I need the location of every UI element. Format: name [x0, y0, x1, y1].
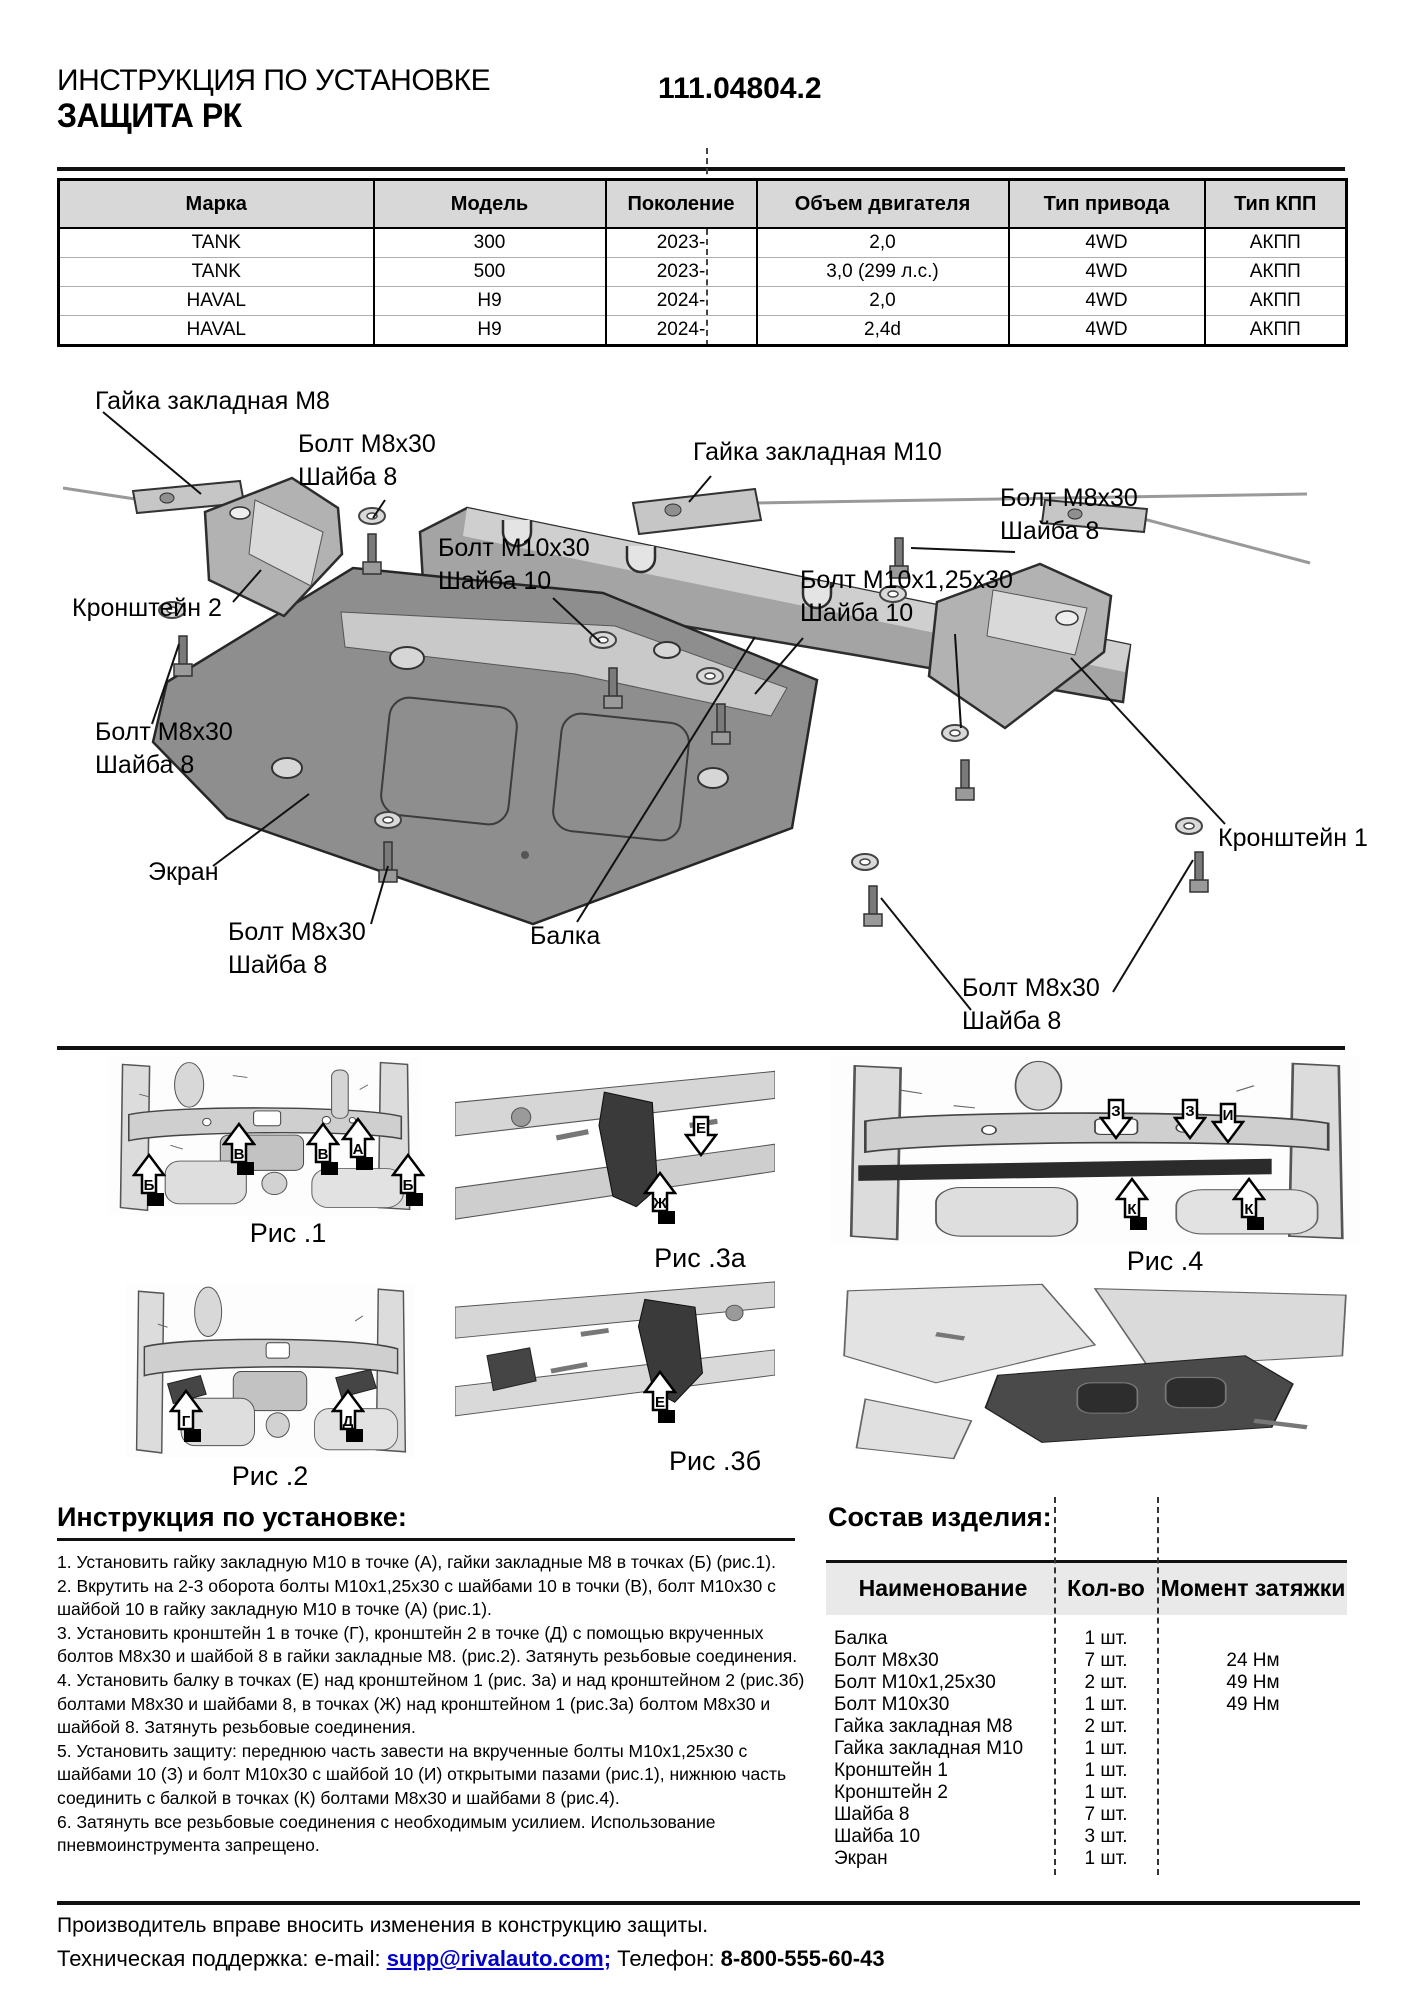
arrow-up-icon — [643, 1171, 677, 1225]
parts-row — [826, 1760, 1347, 1782]
vehicle-column-header: Объем двигателя — [757, 180, 1009, 229]
callout-line: Кронштейн 1 — [1218, 824, 1368, 852]
svg-text:З: З — [1111, 1103, 1121, 1121]
svg-text:К: К — [1244, 1200, 1254, 1218]
figure-bottom-right-markers — [830, 1280, 1360, 1464]
parts-title: Состав изделия: — [828, 1502, 1052, 1532]
parts-row — [826, 1628, 1347, 1650]
part-qty: 2 шт. — [1084, 1672, 1128, 1693]
callout-bolt-m8-bottom-left — [228, 916, 366, 982]
instruction-step: 1. Установить гайку закладную М10 в точке (А), гайки закладные М8 в точках (Б) (рис.1). — [57, 1552, 776, 1572]
parts-row — [826, 1848, 1347, 1870]
vehicle-cell: 300 — [374, 228, 606, 258]
vehicle-column-header: Тип привода — [1009, 180, 1205, 229]
figure-4 — [830, 1057, 1360, 1276]
part-name: Гайка закладная М10 — [834, 1738, 1024, 1759]
callout-line: Болт М8х30 — [95, 718, 233, 746]
arrow-up-icon — [1115, 1177, 1149, 1231]
figure-1-markers — [108, 1057, 420, 1215]
callout-line: Болт М10х30 — [438, 534, 590, 562]
figure-2-label: Рис .2 — [231, 1461, 309, 1491]
vehicle-cell: TANK — [59, 258, 374, 287]
svg-text:Д: Д — [342, 1413, 354, 1430]
callout-nut-m8-top — [95, 385, 330, 418]
vehicle-cell: H9 — [374, 287, 606, 316]
arrow-up-icon — [1232, 1177, 1266, 1231]
vehicle-table — [57, 178, 1348, 347]
arrow-up-icon — [306, 1122, 340, 1176]
callout-line: Шайба 10 — [800, 599, 914, 627]
vehicle-cell: HAVAL — [59, 287, 374, 316]
support-phone: 8-800-555-60-43 — [720, 1946, 885, 1971]
figure-1 — [108, 1057, 420, 1248]
figure-marker-И — [1211, 1090, 1245, 1144]
arrow-up-icon — [331, 1389, 365, 1443]
support-label: Техническая поддержка: e-mail: — [57, 1946, 387, 1971]
part-qty: 2 шт. — [1084, 1716, 1128, 1737]
instructions-title-underline — [57, 1538, 795, 1541]
callout-line: Шайба 8 — [228, 951, 328, 979]
callout-line: Кронштейн 2 — [72, 594, 222, 622]
parts-table-header — [826, 1563, 1347, 1615]
part-qty: 3 шт. — [1084, 1826, 1128, 1847]
svg-text:Ж: Ж — [653, 1194, 667, 1212]
vehicle-cell: АКПП — [1205, 258, 1347, 287]
figure-marker-Д — [331, 1389, 365, 1443]
part-name: Болт М8х30 — [834, 1650, 939, 1671]
svg-text:З: З — [1185, 1103, 1196, 1121]
instruction-step: 6. Затянуть все резьбовые соединения с необходимым усилием. Использование пневмоинструмента запрещено. — [57, 1811, 716, 1856]
figure-3a — [455, 1063, 775, 1273]
vehicle-cell: 2,0 — [757, 287, 1009, 316]
parts-row — [826, 1694, 1347, 1716]
callout-line: Балка — [530, 922, 601, 950]
arrow-down-icon — [684, 1103, 718, 1157]
figure-4-markers — [830, 1057, 1360, 1245]
doc-type-title: ИНСТРУКЦИЯ ПО УСТАНОВКЕ — [57, 64, 491, 97]
vehicle-cell: 2024- — [606, 316, 757, 346]
callout-line: Болт М8х30 — [1000, 484, 1138, 512]
arrow-down-icon — [1211, 1090, 1245, 1144]
support-email-suffix: ; — [603, 1946, 612, 1971]
svg-text:И: И — [1222, 1107, 1233, 1125]
vehicle-cell: TANK — [59, 228, 374, 258]
parts-rows — [826, 1628, 1347, 1870]
callout-line: Гайка закладная М8 — [95, 387, 330, 415]
figure-marker-З — [1173, 1086, 1207, 1140]
part-torque: 24 Нм — [1226, 1650, 1280, 1671]
figure-marker-Е — [684, 1103, 718, 1157]
part-number: 111.04804.2 — [658, 72, 822, 105]
svg-text:К: К — [1127, 1200, 1137, 1218]
callout-line: Болт М8х30 — [228, 918, 366, 946]
part-name: Кронштейн 1 — [834, 1760, 948, 1781]
figure-marker-Б — [132, 1153, 166, 1207]
part-qty: 7 шт. — [1084, 1804, 1128, 1825]
vehicle-cell: АКПП — [1205, 228, 1347, 258]
part-torque: 49 Нм — [1226, 1694, 1280, 1715]
part-name: Гайка закладная М8 — [834, 1716, 1013, 1737]
callout-bolt-m8-left — [95, 716, 233, 782]
vehicle-column-header: Модель — [374, 180, 606, 229]
figure-marker-В — [306, 1122, 340, 1176]
vehicle-cell: 4WD — [1009, 287, 1205, 316]
vehicle-cell: 2,0 — [757, 228, 1009, 258]
figure-3a-markers — [455, 1063, 775, 1240]
parts-row — [826, 1650, 1347, 1672]
vehicle-column-header: Поколение — [606, 180, 757, 229]
parts-header-qty: Кол-во — [1067, 1575, 1145, 1601]
figure-4-label: Рис .4 — [1126, 1246, 1204, 1276]
vehicle-cell: АКПП — [1205, 287, 1347, 316]
callout-bracket-2 — [72, 592, 222, 625]
arrow-down-icon — [1173, 1086, 1207, 1140]
figure-3a-label: Рис .3а — [654, 1243, 746, 1273]
part-name: Кронштейн 2 — [834, 1782, 948, 1803]
arrow-up-icon — [391, 1153, 425, 1207]
footer-divider — [57, 1901, 1360, 1905]
phone-label: Телефон: — [611, 1946, 721, 1971]
top-divider — [57, 167, 1345, 171]
callout-line: Болт М8х30 — [962, 974, 1100, 1002]
figure-bottom-right — [830, 1280, 1360, 1464]
figure-marker-Г — [169, 1389, 203, 1443]
arrow-up-icon — [132, 1153, 166, 1207]
svg-text:Е: Е — [696, 1120, 707, 1138]
vehicle-column-header: Марка — [59, 180, 374, 229]
callout-bolt-m8-right — [1000, 482, 1138, 548]
figure-marker-К — [1232, 1177, 1266, 1231]
arrow-down-icon — [1099, 1086, 1133, 1140]
instruction-step: 2. Вкрутить на 2-3 оборота болты М10х1,25х30 с шайбами 10 в точки (В), болт М10х30 с шайбой 10 в гайку закладную М10 в точке (А) (рис.1). — [57, 1575, 776, 1620]
part-qty: 7 шт. — [1084, 1650, 1128, 1671]
svg-text:Б: Б — [402, 1177, 413, 1195]
figures-divider — [57, 1046, 1345, 1050]
part-qty: 1 шт. — [1084, 1694, 1128, 1715]
footer-disclaimer: Производитель вправе вносить изменения в конструкцию защиты. — [57, 1914, 709, 1937]
callout-bolt-m8-bottom-right — [962, 972, 1100, 1038]
part-name: Экран — [834, 1848, 888, 1869]
figure-1-label: Рис .1 — [249, 1218, 327, 1248]
arrow-up-icon — [341, 1117, 375, 1171]
part-name: Болт М10х30 — [834, 1694, 950, 1715]
parts-row — [826, 1672, 1347, 1694]
vehicle-row — [59, 228, 1347, 258]
vehicle-table-header-row — [59, 180, 1347, 229]
callout-nut-m10 — [693, 436, 942, 469]
figure-marker-В — [222, 1122, 256, 1176]
vehicle-cell: 2023- — [606, 228, 757, 258]
product-title: ЗАЩИТА РК — [57, 97, 242, 135]
figure-marker-Ж — [643, 1171, 677, 1225]
parts-header-torque: Момент затяжки — [1160, 1575, 1346, 1601]
vehicle-cell: H9 — [374, 316, 606, 346]
svg-text:В: В — [233, 1145, 245, 1163]
callout-bracket-1 — [1218, 822, 1368, 855]
parts-row — [826, 1826, 1347, 1848]
vehicle-row — [59, 258, 1347, 287]
part-name: Болт М10х1,25х30 — [834, 1672, 996, 1693]
figure-2-markers — [125, 1283, 415, 1458]
vehicle-cell: 4WD — [1009, 316, 1205, 346]
part-qty: 1 шт. — [1084, 1738, 1128, 1759]
part-torque: 49 Нм — [1226, 1672, 1280, 1693]
parts-header-name: Наименование — [858, 1575, 1028, 1601]
callout-line: Шайба 8 — [298, 463, 398, 491]
instruction-step: 5. Установить защиту: переднюю часть завести на вкрученные болты М10х1,25х30 с шайбами 10 (З) и болт М10х30 с шайбой 10 (И) открытыми пазами (рис.1), нижнюю часть соединить с балкой в точках (К) болтами М8х30 и шайбами 8 (рис.4). — [57, 1740, 787, 1808]
svg-text:Г: Г — [181, 1413, 191, 1430]
vehicle-cell: 500 — [374, 258, 606, 287]
vehicle-cell: HAVAL — [59, 316, 374, 346]
vehicle-table-body — [59, 228, 1347, 346]
parts-row — [826, 1804, 1347, 1826]
figure-3b — [455, 1278, 775, 1476]
figure-marker-А — [341, 1117, 375, 1171]
figure-3b-markers — [455, 1278, 775, 1443]
callout-line: Шайба 8 — [1000, 517, 1100, 545]
figure-marker-К — [1115, 1177, 1149, 1231]
part-qty: 1 шт. — [1084, 1628, 1128, 1649]
callout-line: Гайка закладная М10 — [693, 438, 942, 466]
figure-marker-З — [1099, 1086, 1133, 1140]
arrow-up-icon — [643, 1370, 677, 1424]
callout-bolt-m10x30 — [438, 532, 590, 598]
callout-line: Болт М8х30 — [298, 430, 436, 458]
svg-text:А: А — [352, 1140, 364, 1158]
part-qty: 1 шт. — [1084, 1848, 1128, 1869]
vehicle-row — [59, 287, 1347, 316]
vehicle-cell: 2024- — [606, 287, 757, 316]
callout-bolt-m10x125x30 — [800, 564, 1013, 630]
vehicle-row — [59, 316, 1347, 346]
vehicle-cell: 4WD — [1009, 258, 1205, 287]
part-qty: 1 шт. — [1084, 1782, 1128, 1803]
vehicle-cell: 3,0 (299 л.с.) — [757, 258, 1009, 287]
figure-2 — [125, 1283, 415, 1491]
vehicle-cell: 4WD — [1009, 228, 1205, 258]
part-name: Балка — [834, 1628, 888, 1649]
instructions-title: Инструкция по установке: — [57, 1502, 407, 1532]
callout-line: Шайба 8 — [962, 1007, 1062, 1035]
figure-marker-Е — [643, 1370, 677, 1424]
callout-line: Болт М10х1,25х30 — [800, 566, 1013, 594]
arrow-up-icon — [222, 1122, 256, 1176]
instruction-step: 3. Установить кронштейн 1 в точке (Г), кронштейн 2 в точке (Д) с помощью вкрученных болтов М8х30 и шайбой 8 в гайки закладные М8. (рис.2). Затянуть резьбовые соединения. — [57, 1622, 798, 1667]
vehicle-cell: 2,4d — [757, 316, 1009, 346]
callout-bolt-m8-top — [298, 428, 436, 494]
vehicle-column-header: Тип КПП — [1205, 180, 1347, 229]
callout-beam — [530, 920, 600, 953]
parts-row — [826, 1716, 1347, 1738]
svg-text:Е: Е — [654, 1393, 665, 1411]
part-name: Шайба 8 — [834, 1804, 910, 1825]
figure-3b-label: Рис .3б — [668, 1446, 762, 1476]
vehicle-cell: 2023- — [606, 258, 757, 287]
slot-nut-m10-center — [633, 489, 1307, 534]
instruction-steps — [57, 1551, 809, 1858]
callout-line: Шайба 8 — [95, 751, 195, 779]
part-name: Шайба 10 — [834, 1826, 921, 1847]
figure-marker-Б — [391, 1153, 425, 1207]
callout-shield — [148, 856, 219, 889]
parts-row — [826, 1738, 1347, 1760]
instruction-step: 4. Установить балку в точках (Е) над кронштейном 1 (рис. 3а) и над кронштейном 2 (рис.3б) болтами М8х30 и шайбами 8, в точках (Ж) над кронштейном 1 (рис.3а) болтом М8х30 и шайбой 8. Затянуть резьбовые соединения. — [57, 1669, 805, 1738]
part-qty: 1 шт. — [1084, 1760, 1128, 1781]
arrow-up-icon — [169, 1389, 203, 1443]
footer-support — [57, 1946, 885, 1972]
vehicle-cell: АКПП — [1205, 316, 1347, 346]
svg-text:В: В — [317, 1145, 329, 1163]
support-email-link[interactable]: supp@rivalauto.com — [386, 1946, 604, 1971]
parts-row — [826, 1782, 1347, 1804]
callout-line: Шайба 10 — [438, 567, 552, 595]
svg-text:Б: Б — [143, 1177, 154, 1195]
callout-line: Экран — [148, 858, 219, 886]
